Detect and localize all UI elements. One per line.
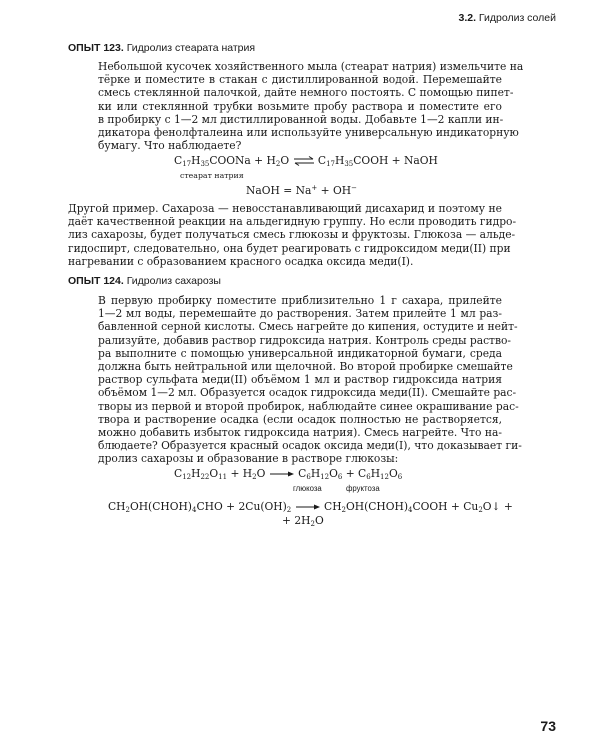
text-line: ра выполните с помощью универсальной индикаторной бумаги, среда [98, 346, 502, 360]
text-line: 1—2 мл воды, перемешайте до растворения. Затем прилейте 1 мл раз- [98, 307, 502, 321]
running-header [458, 12, 556, 24]
eq-plus: + [320, 184, 330, 197]
text-line: тёрке и поместите в стакан с дистиллированной водой. Перемешайте [98, 73, 502, 87]
section-title: Гидролиз солей [478, 12, 556, 24]
eq-naoh: NaOH [246, 184, 280, 197]
text-line: рализуйте, добавив раствор гидроксида натрия. Контроль среды раство- [98, 333, 512, 347]
experiment-124-heading [68, 275, 221, 287]
experiment-123-label: ОПЫТ 123. [68, 42, 124, 54]
text-line: Другой пример. Сахароза — невосстанавливающий дисахарид и поэтому не [68, 202, 502, 215]
fructose-label: фруктоза [346, 484, 380, 493]
experiment-123-title: Гидролиз стеарата натрия [126, 42, 256, 54]
experiment-123-procedure [98, 60, 524, 153]
text-line: ки или стеклянной трубки возьмите пробу раствора и поместите его [98, 99, 502, 113]
experiment-124-procedure [98, 294, 522, 466]
text-line: лиз сахарозы, будет получаться смесь глюкозы и фруктозы. Глюкоза — альде- [68, 228, 516, 242]
text-line: смесь стеклянной палочкой, дайте немного постоять. С помощью пипет- [98, 86, 514, 100]
section-number: 3.2. [458, 12, 476, 24]
text-line: гидоспирт, следовательно, она будет реагировать с гидроксидом меди(II) при [68, 241, 511, 255]
text-line: нагревании с образованием красного осадка оксида меди(I). [68, 254, 414, 268]
eq-oh-ion: OH [332, 184, 352, 197]
equation-glucose-oxidation-continued: + $2H_2O$ [282, 514, 324, 528]
text-line: бумагу. Что наблюдаете? [98, 139, 242, 153]
text-line: дикатора фенолфталеина или используйте универсальную индикаторную [98, 125, 519, 139]
page-number: 73 [540, 718, 556, 734]
equation-glucose-oxidation: $CH_2OH(CHOH)_4CHO + 2Cu(OH)_2$ $CH_2OH(CHOH)_4COOH$ + $Cu_2O↓$ + [108, 500, 513, 514]
experiment-124-label: ОПЫТ 124. [68, 275, 124, 287]
text-line: дролиз сахарозы и образование в растворе глюкозы: [98, 452, 399, 466]
text-line: блюдаете? Образуется красный осадок оксида меди(I), что доказывает ги- [98, 439, 522, 453]
text-line: В первую пробирку поместите приблизительно 1 г сахара, прилейте [98, 294, 502, 307]
experiment-124-title: Гидролиз сахарозы [126, 275, 221, 287]
eq-equals: = [283, 184, 293, 197]
text-line: должна быть нейтральной или щелочной. Во второй пробирке смешайте [98, 359, 513, 373]
text-line: твора и растворение осадка (если осадок полностью не растворяется, [98, 412, 502, 426]
experiment-123-heading [68, 42, 255, 54]
glucose-label: глюкоза [293, 484, 322, 493]
text-line: творы из первой и второй пробирок, наблюдайте синее окрашивание рас- [98, 399, 519, 413]
stearate-label: стеарат натрия [180, 171, 244, 180]
text-line: раствор сульфата меди(II) объёмом 1 мл и раствор гидроксида натрия [98, 373, 502, 387]
text-line: бавленной серной кислоты. Смесь нагрейте до кипения, остудите и нейт- [98, 320, 518, 334]
text-line: можно добавить избыток гидроксида натрия). Смесь нагрейте. Что на- [98, 425, 502, 439]
reaction-arrow-icon [295, 503, 321, 511]
equation-stearate-hydrolysis: $C_{17}H_{35}COONa + H_2O$ $C_{17}H_{35}COOH$ + NaOH [174, 154, 438, 168]
equation-naoh-dissociation [246, 184, 357, 197]
equilibrium-arrow-icon [293, 156, 315, 166]
text-line: объёмом 1—2 мл. Образуется осадок гидроксида меди(II). Смешайте рас- [98, 386, 517, 400]
sucrose-example-paragraph [68, 202, 517, 268]
text-line: Небольшой кусочек хозяйственного мыла (стеарат натрия) измельчите на [98, 60, 524, 73]
eq-na-charge: + [311, 184, 318, 192]
equation-sucrose-hydrolysis: $C_{12}H_{22}O_{11} + H_2O$ $C_6H_{12}O_6 + C_6H_{12}O_6$ [174, 467, 403, 481]
text-line: даёт качественной реакции на альдегидную группу. Но если проводить гидро- [68, 215, 517, 229]
reaction-arrow-icon [269, 470, 295, 478]
eq-oh-charge: − [351, 184, 357, 192]
eq-na-ion: Na [295, 184, 312, 197]
text-line: в пробирку с 1—2 мл дистиллированной воды. Добавьте 1—2 капли ин- [98, 112, 504, 126]
